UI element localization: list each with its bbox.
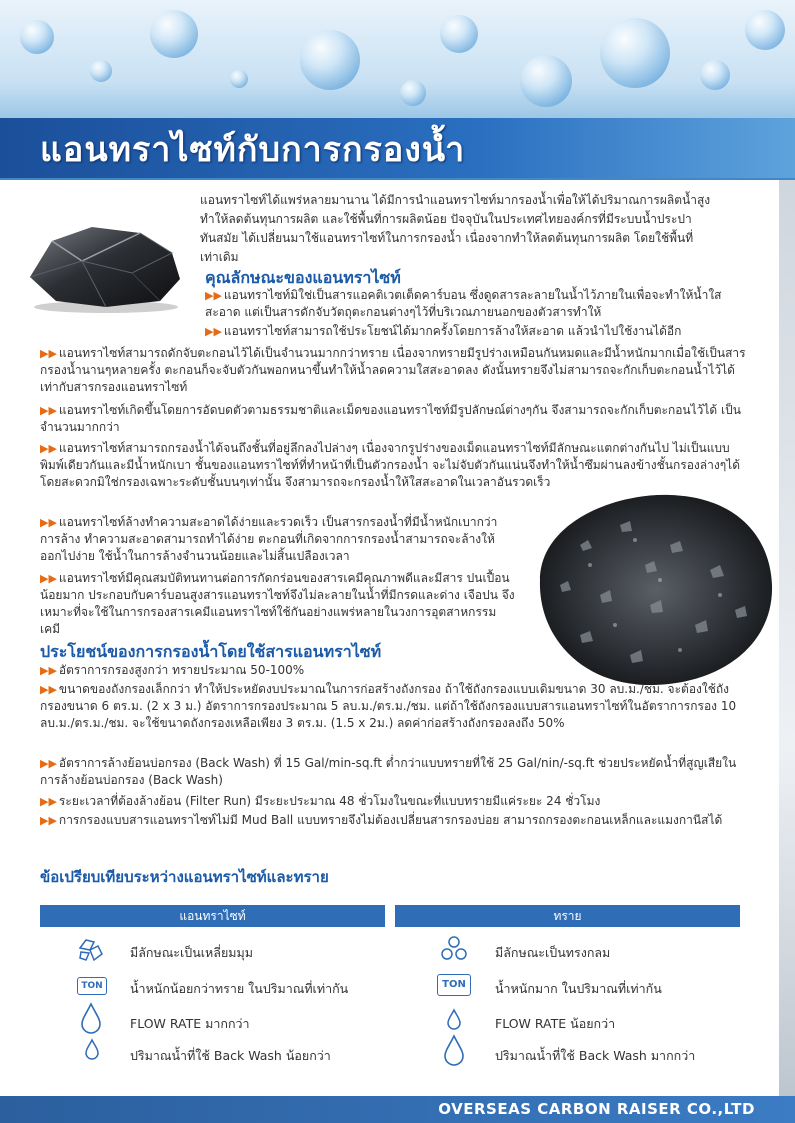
benefit-text: การกรองแบบสารแอนทราไซท์ไม่มี Mud Ball แบบทรายจึงไม่ต้องเปลี่ยนสารกรองบ่อย สามารถกรองตะกอนเหล็กและแมงกานีสได้	[58, 813, 723, 827]
anthracite-feature: น้ำหนักน้อยกว่าทราย ในปริมาณที่เท่ากัน	[130, 981, 349, 996]
comparison-heading: ข้อเปรียบเทียบระหว่างแอนทราไซท์และทราย	[40, 868, 329, 886]
water-bubble	[700, 60, 730, 90]
anthracite-feature: FLOW RATE มากกว่า	[130, 1016, 250, 1031]
anthracite-granules-image	[520, 485, 778, 690]
benefit-item	[40, 793, 750, 810]
arrow-bullet-icon: ▶▶	[40, 404, 57, 417]
benefit-text: ระยะเวลาที่ต้องล้างย้อน (Filter Run) มีระยะประมาณ 48 ชั่วโมงในขณะที่แบบทรายมีแค่ระยะ 24 ชั่วโมง	[58, 794, 601, 808]
arrow-bullet-icon: ▶▶	[40, 516, 57, 529]
water-bubble	[230, 70, 248, 88]
property-text: แอนทราไซท์เกิดขึ้นโดยการอัดบดตัวตามธรรมชาติและเม็ดของแอนทราไซท์มีรูปลักษณ์ต่างๆกัน จึงสามารถจะกักเก็บตะกอนไว้ได้ เป็นจำนวนมากกว่า	[40, 403, 741, 434]
property-item	[205, 287, 750, 321]
anthracite-rock-image	[22, 215, 187, 315]
property-item	[40, 345, 750, 396]
arrow-bullet-icon: ▶▶	[40, 814, 57, 827]
comparison-header-sand: ทราย	[395, 905, 740, 927]
small-water-drop-icon	[84, 1038, 100, 1060]
properties-heading: คุณลักษณะของแอนทราไซท์	[205, 268, 401, 287]
large-water-drop-icon	[443, 1034, 465, 1066]
benefit-item	[40, 812, 750, 829]
property-item	[205, 323, 750, 340]
intro-line: ทำให้ลดต้นทุนการผลิต และใช้พื้นที่การผลิตน้อย ปัจจุบันในประเทศไทยองค์กรที่มีระบบน้ำประปา	[200, 212, 692, 226]
benefit-item	[40, 681, 750, 732]
sand-feature: ปริมาณน้ำที่ใช้ Back Wash มากกว่า	[495, 1048, 696, 1063]
side-strip	[779, 180, 795, 1123]
water-bubble	[300, 30, 360, 90]
water-bubble	[20, 20, 54, 54]
property-text: แอนทราไซท์สามารถใช้ประโยชน์ได้มากครั้งโดยการล้างให้สะอาด แล้วนำไปใช้งานได้อีก	[223, 324, 682, 338]
property-text: แอนทราไซท์สามารถดักจับตะกอนไว้ได้เป็นจำนวนมากกว่าทราย เนื่องจากทรายมีรูปร่างเหมือนกันหมดและมีน้ำหนักมากเมื่อใช้เป็นสารกรองน้ำนานๆหลายครั้ง ตะกอนก็จะจับตัวกันพอกหนาขึ้นทำให้น้ำลดความใสสะอาดลง ดังนั้นทรายจึงไม่สามารถจะกักเก็บตะกอนน้ำไว้ได้เท่ากับสารกรองแอนทราไซท์	[40, 346, 746, 394]
sand-feature: มีลักษณะเป็นทรงกลม	[495, 945, 611, 960]
property-item	[40, 440, 750, 491]
arrow-bullet-icon: ▶▶	[40, 757, 57, 770]
intro-line: เท่าเดิม	[200, 250, 239, 264]
benefit-text: อัตราการกรองสูงกว่า ทรายประมาณ 50-100%	[58, 663, 305, 677]
comparison-header-anthracite: แอนทราไซท์	[40, 905, 385, 927]
water-bubble	[440, 15, 478, 53]
ton-weight-icon: TON	[437, 974, 471, 996]
benefit-item	[40, 662, 750, 679]
arrow-bullet-icon: ▶▶	[205, 289, 222, 302]
angular-granule-icon	[78, 938, 104, 962]
intro-line: ทันสมัย ได้เปลี่ยนมาใช้แอนทราไซท์ในการกรองน้ำ เนื่องจากทำให้ลดต้นทุนการผลิต โดยใช้พื้นที่	[200, 231, 694, 245]
round-granule-icon	[440, 936, 468, 962]
ton-weight-icon: TON	[77, 977, 107, 995]
property-text: แอนทราไซท์ล้างทำความสะอาดได้ง่ายและรวดเร็ว เป็นสารกรองน้ำที่มีน้ำหนักเบากว่าการล้าง ทำความสะอาดสามารถทำได้ง่าย ตะกอนที่เกิดจากการกรองน้ำสามารถจะล้างให้ออกไปง่าย ใช้น้ำในการล้างจำนวนน้อยและไม่สิ้นเปลืองเวลา	[40, 515, 498, 563]
water-bubble	[400, 80, 426, 106]
benefits-heading: ประโยชน์ของการกรองน้ำโดยใช้สารแอนทราไซท์	[40, 642, 382, 661]
sand-feature: FLOW RATE น้อยกว่า	[495, 1016, 616, 1031]
arrow-bullet-icon: ▶▶	[40, 442, 57, 455]
arrow-bullet-icon: ▶▶	[205, 325, 222, 338]
arrow-bullet-icon: ▶▶	[40, 347, 57, 360]
sand-feature: น้ำหนักมาก ในปริมาณที่เท่ากัน	[495, 981, 662, 996]
arrow-bullet-icon: ▶▶	[40, 795, 57, 808]
water-bubble	[600, 18, 670, 88]
water-bubble	[150, 10, 198, 58]
property-text: แอนทราไซท์มีคุณสมบัติทนทานต่อการกัดกร่อนของสารเคมีคุณภาพดีและมีสาร ปนเปื้อนน้อยมาก ประกอบกับคาร์บอนสูงสารแอนทราไซท์จึงไม่ละลายในน้ำที่มีกรดและด่าง เจือปน จึงเหมาะที่จะใช้ในการกรองสารเคมีแอนทราไซท์ใช้กันอย่างแพร่หลายในวงการอุตสาหกรรมเคมี	[40, 571, 515, 636]
property-text: แอนทราไซท์มิใช่เป็นสารแอคติเวตเต็ดคาร์บอน ซึ่งดูดสารละลายในน้ำไว้ภายในเพื่อจะทำให้น้ำใส สะอาด แต่เป็นสารดักจับวัตถุตะกอนต่างๆไว้ที่บริเวณภายนอกของตัวสารทำให้	[205, 288, 722, 319]
water-bubble	[90, 60, 112, 82]
benefit-item	[40, 755, 750, 789]
arrow-bullet-icon: ▶▶	[40, 664, 57, 677]
anthracite-feature: ปริมาณน้ำที่ใช้ Back Wash น้อยกว่า	[130, 1048, 331, 1063]
water-bubble	[745, 10, 785, 50]
arrow-bullet-icon: ▶▶	[40, 683, 57, 696]
page-title: แอนทราไซท์กับการกรองน้ำ	[40, 130, 466, 170]
property-item	[40, 402, 750, 436]
water-bubble	[520, 55, 572, 107]
arrow-bullet-icon: ▶▶	[40, 572, 57, 585]
company-name: OVERSEAS CARBON RAISER CO.,LTD	[438, 1100, 755, 1118]
property-text: แอนทราไซท์สามารถกรองน้ำได้จนถึงชั้นที่อยู่ลึกลงไปล่างๆ เนื่องจากรูปร่างของเม็ดแอนทราไซท์มีลักษณะแตกต่างกันไป ไม่เป็นแบบพิมพ์เดียวกันและมีน้ำหนักเบา ชั้นของแอนทราไซท์ที่ทำหน้าที่เป็นตัวกรองน้ำ จะไม่จับตัวกันแน่นจึงทำให้น้ำซึมผ่านลงข้างชั้นกรองล่างๆได้โดยสะดวกมิใช่กรองเฉพาะระดับชั้นบนๆเท่านั้น จึงสามารถจะกรองน้ำให้ใสสะอาดในเวลาอันรวดเร็ว	[40, 441, 741, 489]
benefit-text: อัตราการล้างย้อนบ่อกรอง (Back Wash) ที่ 15 Gal/min-sq.ft ต่ำกว่าแบบทรายที่ใช้ 25 Gal/nin/-sq.ft ช่วยประหยัดน้ำที่สูญเสียในการล้างย้อนบ่อกรอง (Back Wash)	[40, 756, 737, 787]
large-water-drop-icon	[80, 1002, 102, 1034]
intro-line: แอนทราไซท์ได้แพร่หลายมานาน ได้มีการนำแอนทราไซท์มากรองน้ำเพื่อให้ได้ปริมาณการผลิตน้ำสูง	[200, 193, 711, 207]
anthracite-feature: มีลักษณะเป็นเหลี่ยมมุม	[130, 945, 253, 960]
benefit-text: ขนาดของถังกรองเล็กกว่า ทำให้ประหยัดงบประมาณในการก่อสร้างถังกรอง ถ้าใช้ถังกรองแบบเดิมขนาด 30 ลบ.ม./ชม. จะต้องใช้ถังกรองขนาด 6 ตร.ม. (2 x 3 ม.) อัตราการกรองประมาณ 5 ลบ.ม./ตร.ม./ชม. แต่ถ้าใช้ถังกรองแบบสารแอนทราไซท์ในอัตราการกรอง 10 ลบ.ม./ตร.ม./ชม. จะใช้ขนาดถังกรองเหลือเพียง 3 ตร.ม. (1.5 x 2ม.) ลดค่าก่อสร้างถังกรองลงถึง 50%	[40, 682, 737, 730]
small-water-drop-icon	[446, 1008, 462, 1030]
property-item	[40, 570, 515, 638]
property-item	[40, 514, 515, 565]
